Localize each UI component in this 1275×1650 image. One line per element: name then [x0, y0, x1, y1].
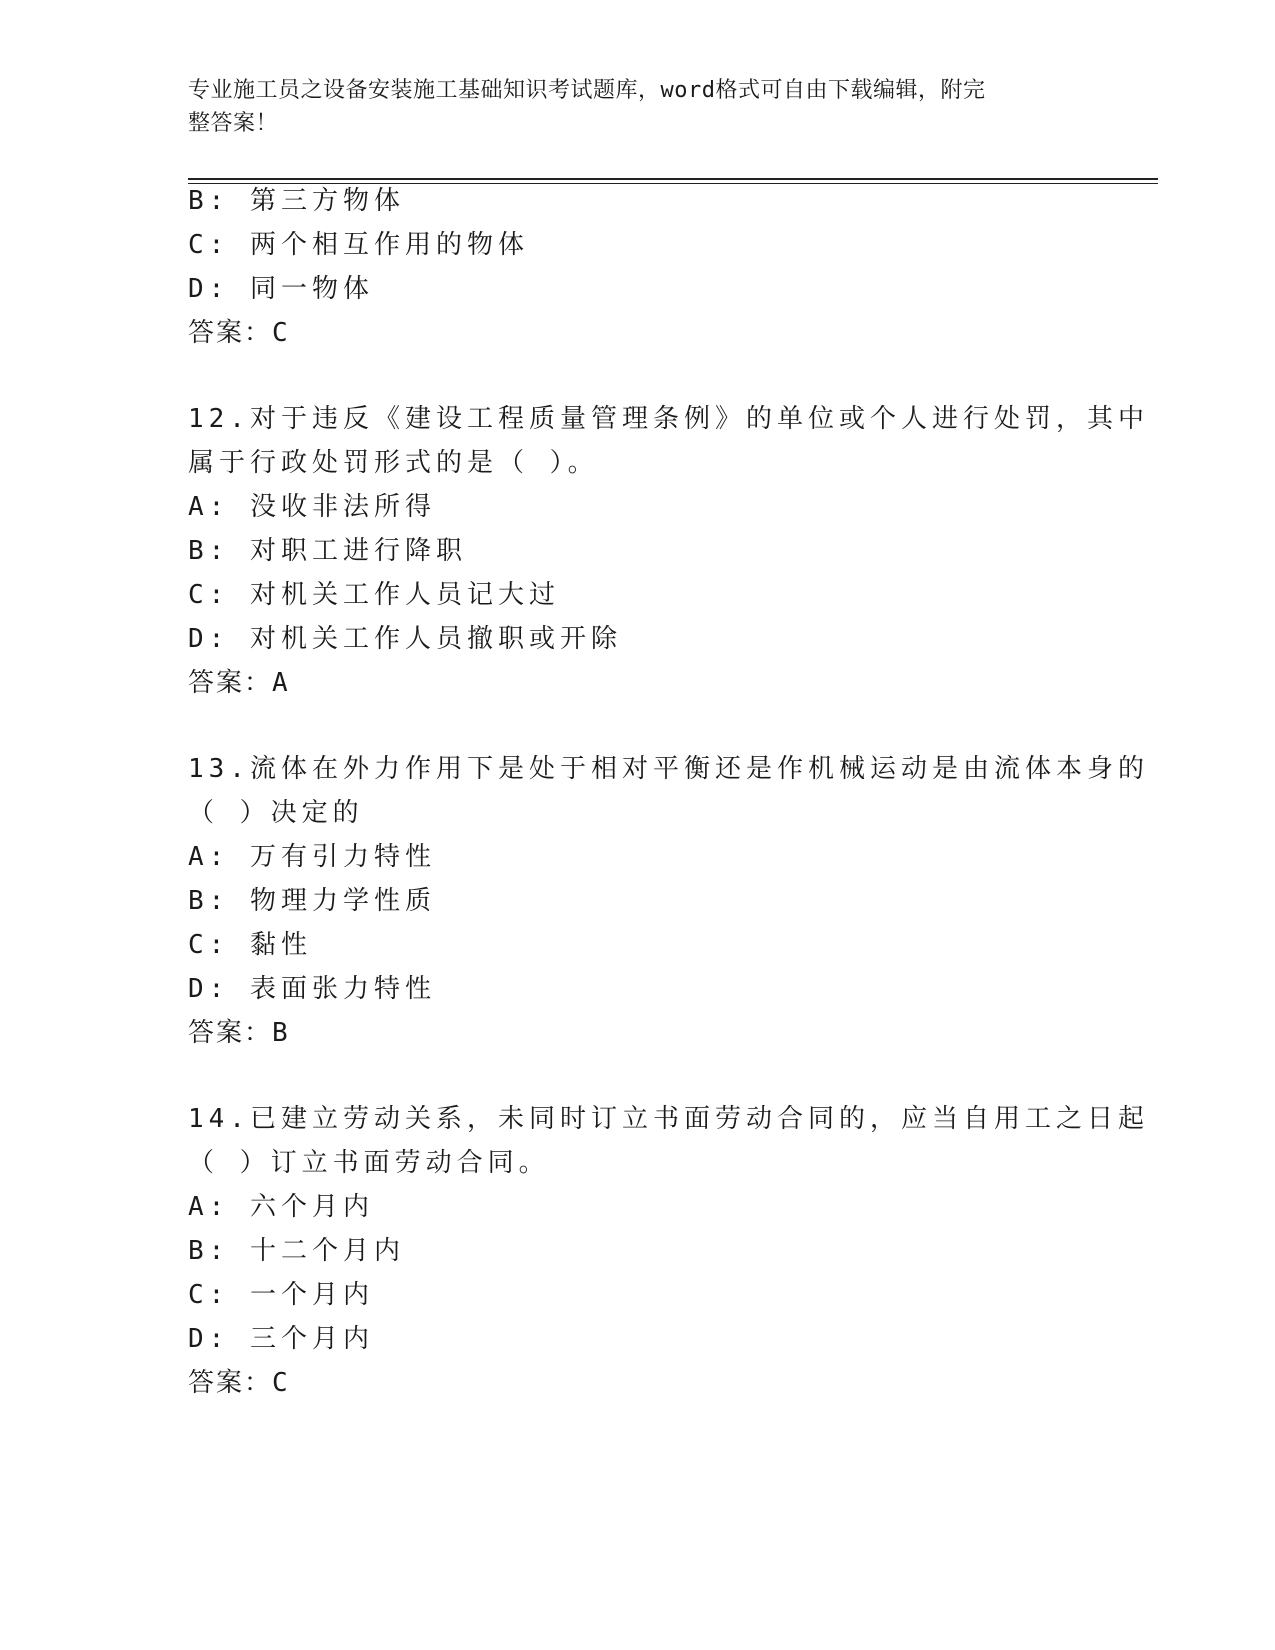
q13-option-a: A: 万有引力特性 [188, 842, 436, 872]
q14-option-d: D: 三个月内 [188, 1324, 374, 1354]
q13-answer-label: 答案： [188, 1018, 273, 1048]
q11-option-c: C: 两个相互作用的物体 [188, 230, 529, 260]
header-divider [188, 178, 1158, 180]
q14-stem-line-1: 14.已建立劳动关系，未同时订立书面劳动合同的，应当自用工之日起 [188, 1104, 1149, 1134]
q13-option-c: C: 黏性 [188, 930, 312, 960]
q14-answer-label: 答案： [188, 1368, 273, 1398]
header-line-1: 专业施工员之设备安装施工基础知识考试题库，word格式可自由下载编辑，附完 [188, 78, 986, 103]
document-header [188, 74, 1088, 140]
q14-answer-value: C [272, 1368, 289, 1398]
q13-answer [188, 1016, 289, 1050]
q14-option-b: B: 十二个月内 [188, 1236, 405, 1266]
header-line-2: 整答案！ [188, 111, 279, 136]
q14-stem-line-2: （ ）订立书面劳动合同。 [188, 1148, 550, 1178]
q14-option-a: A: 六个月内 [188, 1192, 374, 1222]
q13-stem-line-1: 13.流体在外力作用下是处于相对平衡还是作机械运动是由流体本身的 [188, 754, 1149, 784]
q13-answer-value: B [272, 1018, 289, 1048]
q11-answer-value: C [272, 318, 289, 348]
q12-answer-label: 答案： [188, 668, 273, 698]
q12-stem-line-1: 12.对于违反《建设工程质量管理条例》的单位或个人进行处罚，其中 [188, 404, 1149, 434]
q12-option-c: C: 对机关工作人员记大过 [188, 580, 560, 610]
q12-answer-value: A [272, 668, 289, 698]
q12-option-a: A: 没收非法所得 [188, 492, 436, 522]
q14-option-c: C: 一个月内 [188, 1280, 374, 1310]
q13-option-d: D: 表面张力特性 [188, 974, 436, 1004]
q11-option-b: B: 第三方物体 [188, 186, 405, 216]
q12-answer [188, 666, 289, 700]
q12-option-b: B: 对职工进行降职 [188, 536, 467, 566]
q11-answer [188, 316, 289, 350]
q11-answer-label: 答案： [188, 318, 273, 348]
q14-answer [188, 1366, 289, 1400]
q13-option-b: B: 物理力学性质 [188, 886, 436, 916]
q13-stem-line-2: （ ）决定的 [188, 798, 364, 828]
q12-option-d: D: 对机关工作人员撤职或开除 [188, 624, 622, 654]
q12-stem-line-2: 属于行政处罚形式的是（ ）。 [188, 448, 599, 478]
q11-option-d: D: 同一物体 [188, 274, 374, 304]
